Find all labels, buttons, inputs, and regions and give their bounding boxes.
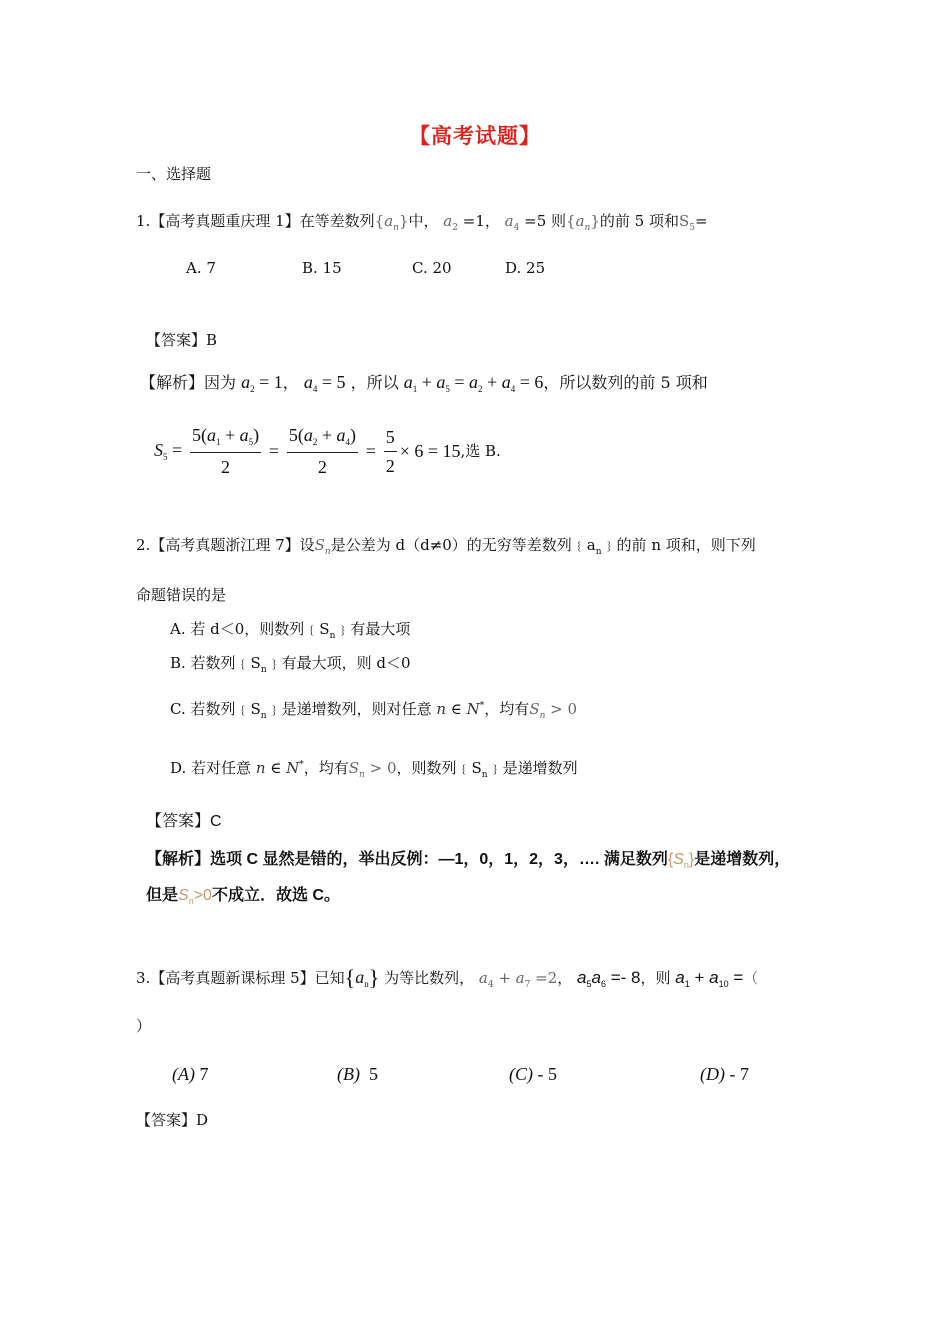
analysis-text: 选项 C 显然是错的，举出反例：—1，0，1，2，3，…. 满足数列 [210,851,668,868]
option-text: A. 若 d＜0，则数列﹛S [170,620,330,638]
q2-option-b: B. 若数列$﹛S_n﹜$有最大项，则 d＜0 [170,654,411,675]
option-value: - 5 [537,1064,557,1084]
q2-text: ﹜的前 n 项和，则下列 [601,536,756,554]
q2-stem-line2: 命题错误的是 [136,586,227,604]
q1-text: 在等差数列 [299,212,375,230]
q2-source: 【高考真题浙江理 7】 [150,536,300,554]
q3-stem: 3.【高考真题新课标理 5】已知$\{a_n\}$ 为等比数列， $a_4 + a_7 =2$， $a_5a_6 =- 8$，则 $a_1 + a_{10}$ =（ [136,965,759,990]
option-text: ﹜有最大项 [335,620,411,638]
analysis-text: 但是 [146,887,179,904]
q2-text: 是公差为 d（d≠0）的无穷等差数列﹛a [330,536,596,554]
q1-option-a: A. 7 [186,259,216,277]
q1-source: 【高考真题重庆理 1】 [150,212,300,230]
q2-number: 2. [136,536,151,554]
q3-stem-line2: ） [136,1017,152,1035]
option-text: C. 若数列﹛S [170,700,261,718]
q1-condition: =5 则 [524,212,567,230]
section-heading: 一、选择题 [136,165,212,183]
q3-option-c [509,1062,557,1086]
option-value: - 7 [729,1064,749,1084]
analysis-text: 因为 [204,373,237,392]
option-label: (C) [509,1064,533,1084]
q2-analysis-line1: 【解析】选项 C 显然是错的，举出反例：—1，0，1，2，3，…. 满足数列$\{S_n\}$是递增数列， [146,851,791,870]
analysis-label: 【解析】 [146,851,211,868]
option-text: B. 若数列﹛S [170,654,261,672]
analysis-label: 【解析】 [140,373,205,392]
option-text: ，均有 [303,759,349,777]
option-text: ，则数列﹛S [396,759,482,777]
analysis-text: 是递增数列， [694,851,791,868]
q1-text: 中， [408,212,439,230]
q2-option-c: C. 若数列$﹛S_n﹜$是递增数列，则对任意 n ∈ N*，均有$S_n > 0$ [170,700,578,721]
analysis-text: ，所以 [350,373,399,392]
q1-option-c: C. 20 [412,259,452,277]
answer-value: B [206,331,218,349]
option-value: 7 [199,1064,209,1084]
q2-text: 设 [299,536,315,554]
q3-number: 3. [136,969,151,987]
option-text: ﹜有最大项，则 d＜0 [266,654,411,672]
q3-option-a [172,1062,208,1086]
answer-value: C [210,813,222,830]
q2-option-d: D. 若对任意 n ∈ N*，均有$S_n > 0$，则数列$﹛S_n﹜$是递增数列 [170,759,578,780]
q3-answer [136,1110,208,1130]
option-label: (D) [700,1064,725,1084]
q1-option-b: B. 15 [302,259,342,277]
option-value: 5 [368,1064,378,1084]
q1-text: 的前 5 项和 [599,212,679,230]
analysis-text: 不成立．故选 C。 [211,887,340,904]
q3-option-d [700,1062,749,1086]
q1-answer [146,330,217,350]
option-text: ﹜是递增数列，则对任意 [266,700,432,718]
page-title: 【高考试题】 [409,123,541,148]
answer-value: D [196,1111,209,1129]
answer-label: 【答案】 [146,331,207,349]
option-text: ，均有 [484,700,530,718]
q3-source: 【高考真题新课标理 5】 [150,969,315,987]
option-text: ﹜是递增数列 [487,759,578,777]
q1-option-d: D. 25 [505,259,546,277]
analysis-conclusion: ,选 B. [460,442,501,460]
q2-analysis-line2: 但是$S_n>0$不成立．故选 C。 [146,887,340,906]
q1-formula: $S_5$ = $\frac{5(a_1 + a_5)}{2}$ = $\frac{5(a_2 + a_4)}{2}$ = $\frac{5}{2}$ × 6 = 15,选 B. [154,422,501,480]
q3-text: 已知 [314,969,345,987]
q1-analysis: 【解析】因为 $a_2 = 1$， $a_4 = 5$ ，所以 $a_1 + a_5 = a_2 + a_4 = 6$，所以数列的前 5 项和 [140,372,708,394]
q3-text: ， [557,969,573,987]
option-label: (B) [337,1064,360,1084]
q1-stem: 1.【高考真题重庆理 1】在等差数列$\{a_n\}$中， $a_2 =1$， $a_4 =5$ 则$\{a_n\}$的前 5 项和$S_5=$ [136,212,708,233]
q1-text: = [694,212,708,230]
q1-number: 1. [136,212,151,230]
answer-label: 【答案】 [146,813,211,830]
q2-answer [146,812,222,832]
q2-stem: 2.【高考真题浙江理 7】设$S_n$是公差为 d（d≠0）的无穷等差数列$﹛a_n﹜$的前 n 项和，则下列 [136,536,756,557]
q3-text: （ [743,969,759,987]
option-label: (A) [172,1064,195,1084]
q3-text: ，则 [640,969,671,987]
q3-option-b [337,1062,378,1086]
option-text: D. 若对任意 [170,759,252,777]
q3-text: 为等比数列， [384,969,475,987]
q2-option-a: A. 若 d＜0，则数列$﹛S_n﹜$有最大项 [170,620,411,641]
answer-label: 【答案】 [136,1111,197,1129]
q1-condition: =1， [462,212,500,230]
analysis-text: ，所以数列的前 5 项和 [543,373,708,392]
